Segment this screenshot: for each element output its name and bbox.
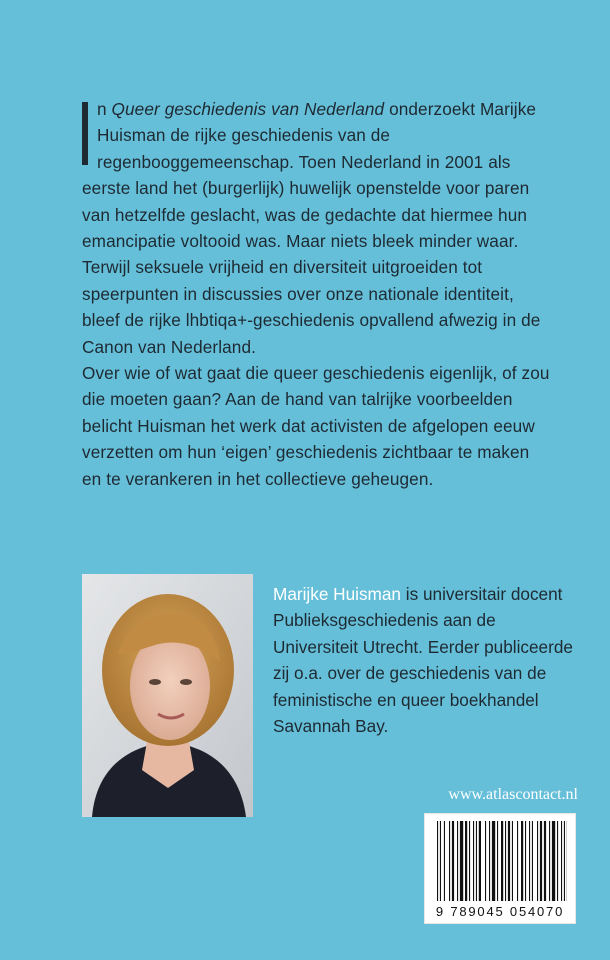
author-photo bbox=[82, 574, 253, 817]
barcode-bars bbox=[435, 821, 567, 903]
publisher-website: www.atlascontact.nl bbox=[448, 786, 578, 803]
barcode bbox=[424, 813, 576, 924]
blurb-paragraph-1: n Queer geschiedenis van Nederland onderzoekt Marijke Huisman de rijke geschiedenis van de regenbooggemeenschap. Toen Nederland in 2001 als eerste land het (burgerlijk) huwelijk openstelde voor paren van hetzelfde geslacht, was de gedachte dat hiermee hun emancipatie voltooid was. Maar niets bleek minder waar. Terwijl seksuele vrijheid en diversiteit uitgroeiden tot speerpunten in discussies over onze nationale identiteit, bleef de rijke lhbtiqa+-geschiedenis opvallend afwezig in de Canon van Nederland. bbox=[82, 99, 541, 357]
author-name: Marijke Huisman bbox=[273, 584, 401, 604]
book-title: Queer geschiedenis van Nederland bbox=[111, 99, 385, 119]
blurb-paragraph-2: Over wie of wat gaat die queer geschiedenis eigenlijk, of zou die moeten gaan? Aan de hand van talrijke voorbeelden belicht Huisman het werk dat activisten de afgelopen eeuw verzetten om hun ‘eigen’ geschiedenis zichtbaar te maken en te verankeren in het collectieve geheugen. bbox=[82, 363, 550, 489]
author-bio: Marijke Huisman is universitair docent Publieksgeschiedenis aan de Universiteit Utrecht. Eerder publiceerde zij o.a. over de geschiedenis van de feministische en queer boekhandel Savannah Bay. bbox=[273, 584, 573, 737]
back-cover-blurb bbox=[82, 96, 552, 492]
isbn-number: 9 789045 054070 bbox=[435, 904, 565, 919]
drop-cap-i bbox=[82, 102, 88, 165]
